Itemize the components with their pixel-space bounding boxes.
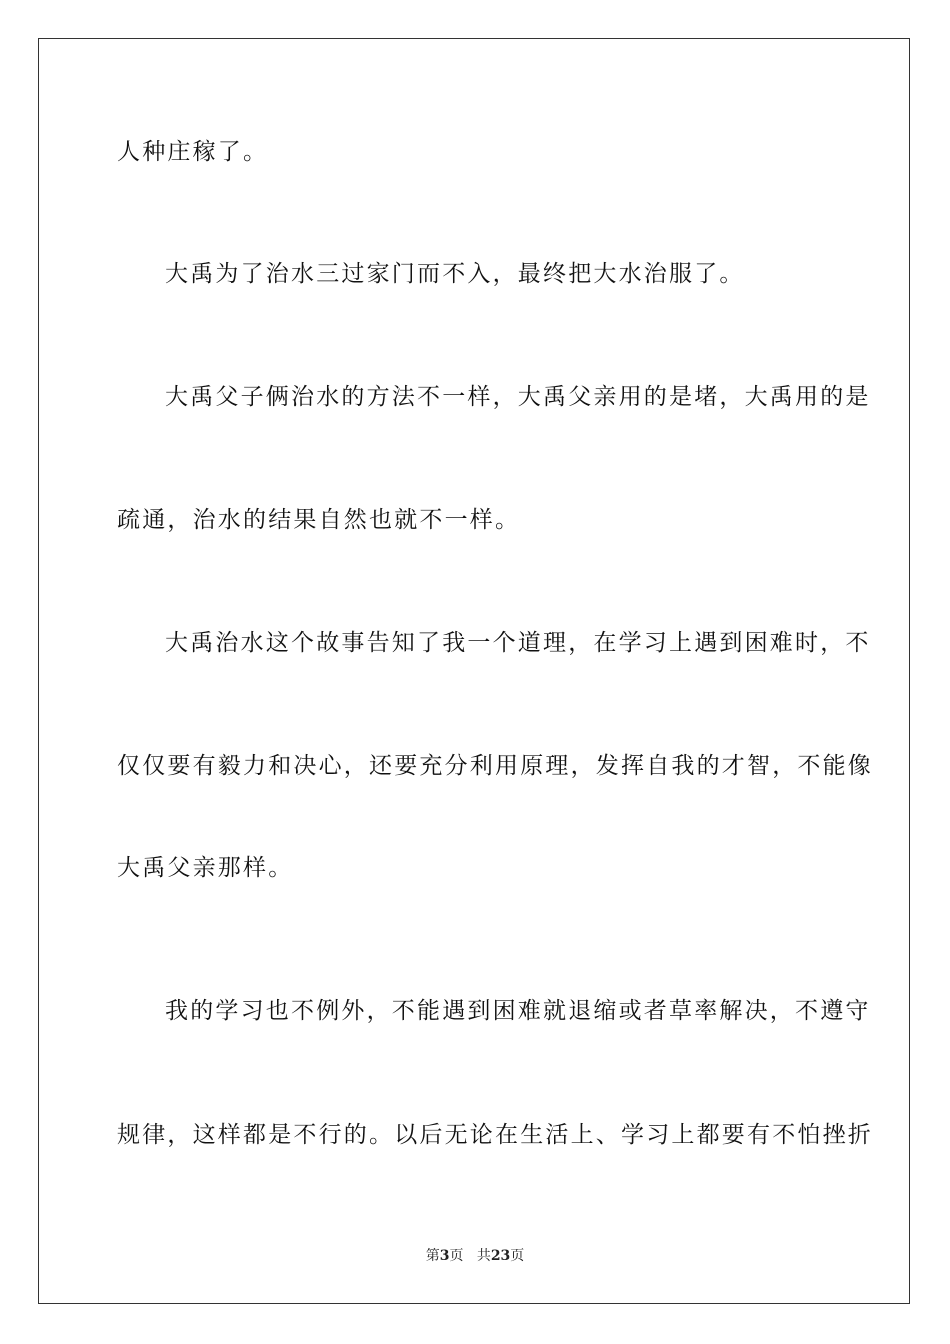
paragraph-4-line-1: 大禹治水这个故事告知了我一个道理，在学习上遇到困难时，不 <box>165 630 871 656</box>
text-line-1: 人种庄稼了。 <box>117 139 269 165</box>
paragraph-3-line-2: 疏通，治水的结果自然也就不一样。 <box>117 507 521 533</box>
footer-page-prefix: 第 <box>425 1248 440 1264</box>
paragraph-5-line-1: 我的学习也不例外，不能遇到困难就退缩或者草率解决，不遵守 <box>165 998 871 1024</box>
footer-page-number: 3 <box>439 1248 450 1264</box>
paragraph-5-line-2: 规律，这样都是不行的。以后无论在生活上、学习上都要有不怕挫折 <box>117 1122 873 1148</box>
footer-total-prefix: 共 <box>476 1248 491 1264</box>
paragraph-4-line-2: 仅仅要有毅力和决心，还要充分利用原理，发挥自我的才智，不能像 <box>117 753 873 779</box>
paragraph-4-line-3: 大禹父亲那样。 <box>117 855 294 881</box>
footer-total-pages: 23 <box>490 1248 511 1264</box>
paragraph-3-line-1: 大禹父子俩治水的方法不一样，大禹父亲用的是堵，大禹用的是 <box>165 384 871 410</box>
footer-total-suffix: 页 <box>510 1248 525 1264</box>
paragraph-2-line-1: 大禹为了治水三过家门而不入，最终把大水治服了。 <box>165 261 745 287</box>
page-footer <box>0 1246 950 1266</box>
page-border <box>38 38 910 1304</box>
footer-page-suffix: 页 <box>449 1248 464 1264</box>
